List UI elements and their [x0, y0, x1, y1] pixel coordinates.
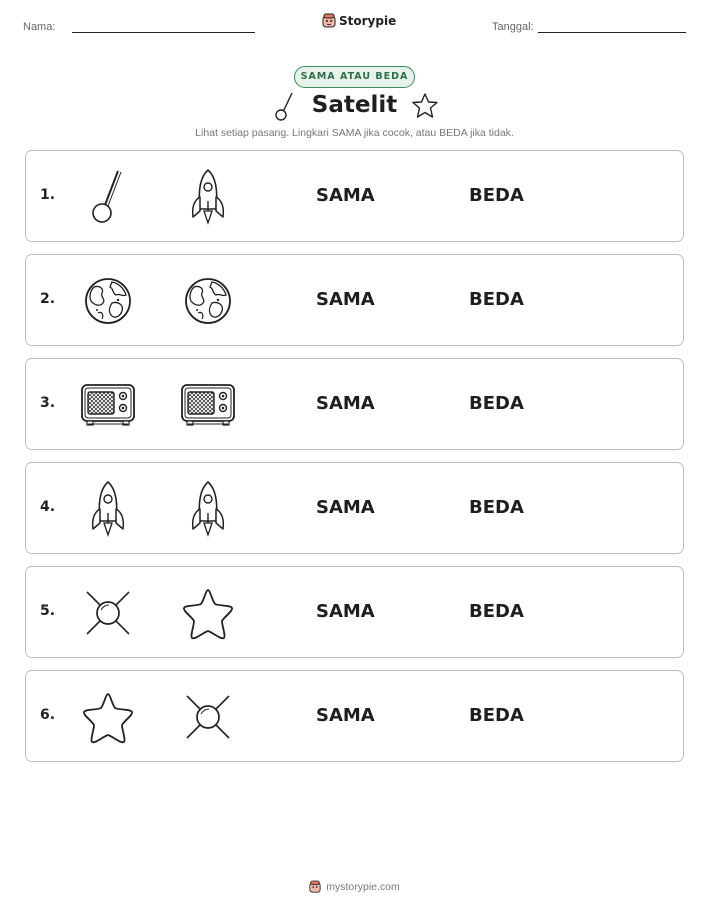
- different-option[interactable]: BEDA: [469, 601, 524, 622]
- star-icon: [410, 92, 440, 120]
- satellite-x-icon: [178, 687, 238, 747]
- rocket-icon: [178, 167, 238, 227]
- activity-badge: SAMA ATAU BEDA: [294, 66, 415, 88]
- earth-icon: [78, 271, 138, 331]
- row-number: 3.: [40, 395, 56, 411]
- row-number: 5.: [40, 603, 56, 619]
- same-option[interactable]: SAMA: [316, 185, 375, 206]
- footer: [0, 880, 709, 894]
- name-label: Nama:: [23, 21, 56, 33]
- question-row-1: [25, 150, 684, 242]
- star-icon: [178, 583, 238, 643]
- row-number: 2.: [40, 291, 56, 307]
- earth-icon: [178, 271, 238, 331]
- question-row-5: [25, 566, 684, 658]
- date-label: Tanggal:: [492, 21, 534, 33]
- page-title: Satelit: [311, 92, 398, 118]
- row-number: 4.: [40, 499, 56, 515]
- radio-icon: [178, 375, 238, 435]
- star-icon: [78, 687, 138, 747]
- same-option[interactable]: SAMA: [316, 705, 375, 726]
- rocket-icon: [78, 479, 138, 539]
- row-number: 6.: [40, 707, 56, 723]
- radio-icon: [78, 375, 138, 435]
- instructions: Lihat setiap pasang. Lingkari SAMA jika cocok, atau BEDA jika tidak.: [195, 127, 514, 139]
- question-row-3: [25, 358, 684, 450]
- satellite-icon: [78, 167, 138, 227]
- different-option[interactable]: BEDA: [469, 393, 524, 414]
- different-option[interactable]: BEDA: [469, 185, 524, 206]
- row-number: 1.: [40, 187, 56, 203]
- different-option[interactable]: BEDA: [469, 497, 524, 518]
- satellite-x-icon: [78, 583, 138, 643]
- brand-name: Storypie: [339, 14, 397, 28]
- brand-logo: [322, 13, 396, 29]
- storypie-mascot-icon: [322, 13, 336, 29]
- same-option[interactable]: SAMA: [316, 393, 375, 414]
- footer-url[interactable]: mystorypie.com: [326, 881, 400, 893]
- different-option[interactable]: BEDA: [469, 705, 524, 726]
- same-option[interactable]: SAMA: [316, 289, 375, 310]
- different-option[interactable]: BEDA: [469, 289, 524, 310]
- question-row-4: [25, 462, 684, 554]
- question-row-6: [25, 670, 684, 762]
- rocket-icon: [178, 479, 238, 539]
- question-row-2: [25, 254, 684, 346]
- storypie-mascot-icon: [309, 880, 321, 894]
- name-line[interactable]: [72, 32, 255, 33]
- same-option[interactable]: SAMA: [316, 601, 375, 622]
- date-line[interactable]: [538, 32, 686, 33]
- same-option[interactable]: SAMA: [316, 497, 375, 518]
